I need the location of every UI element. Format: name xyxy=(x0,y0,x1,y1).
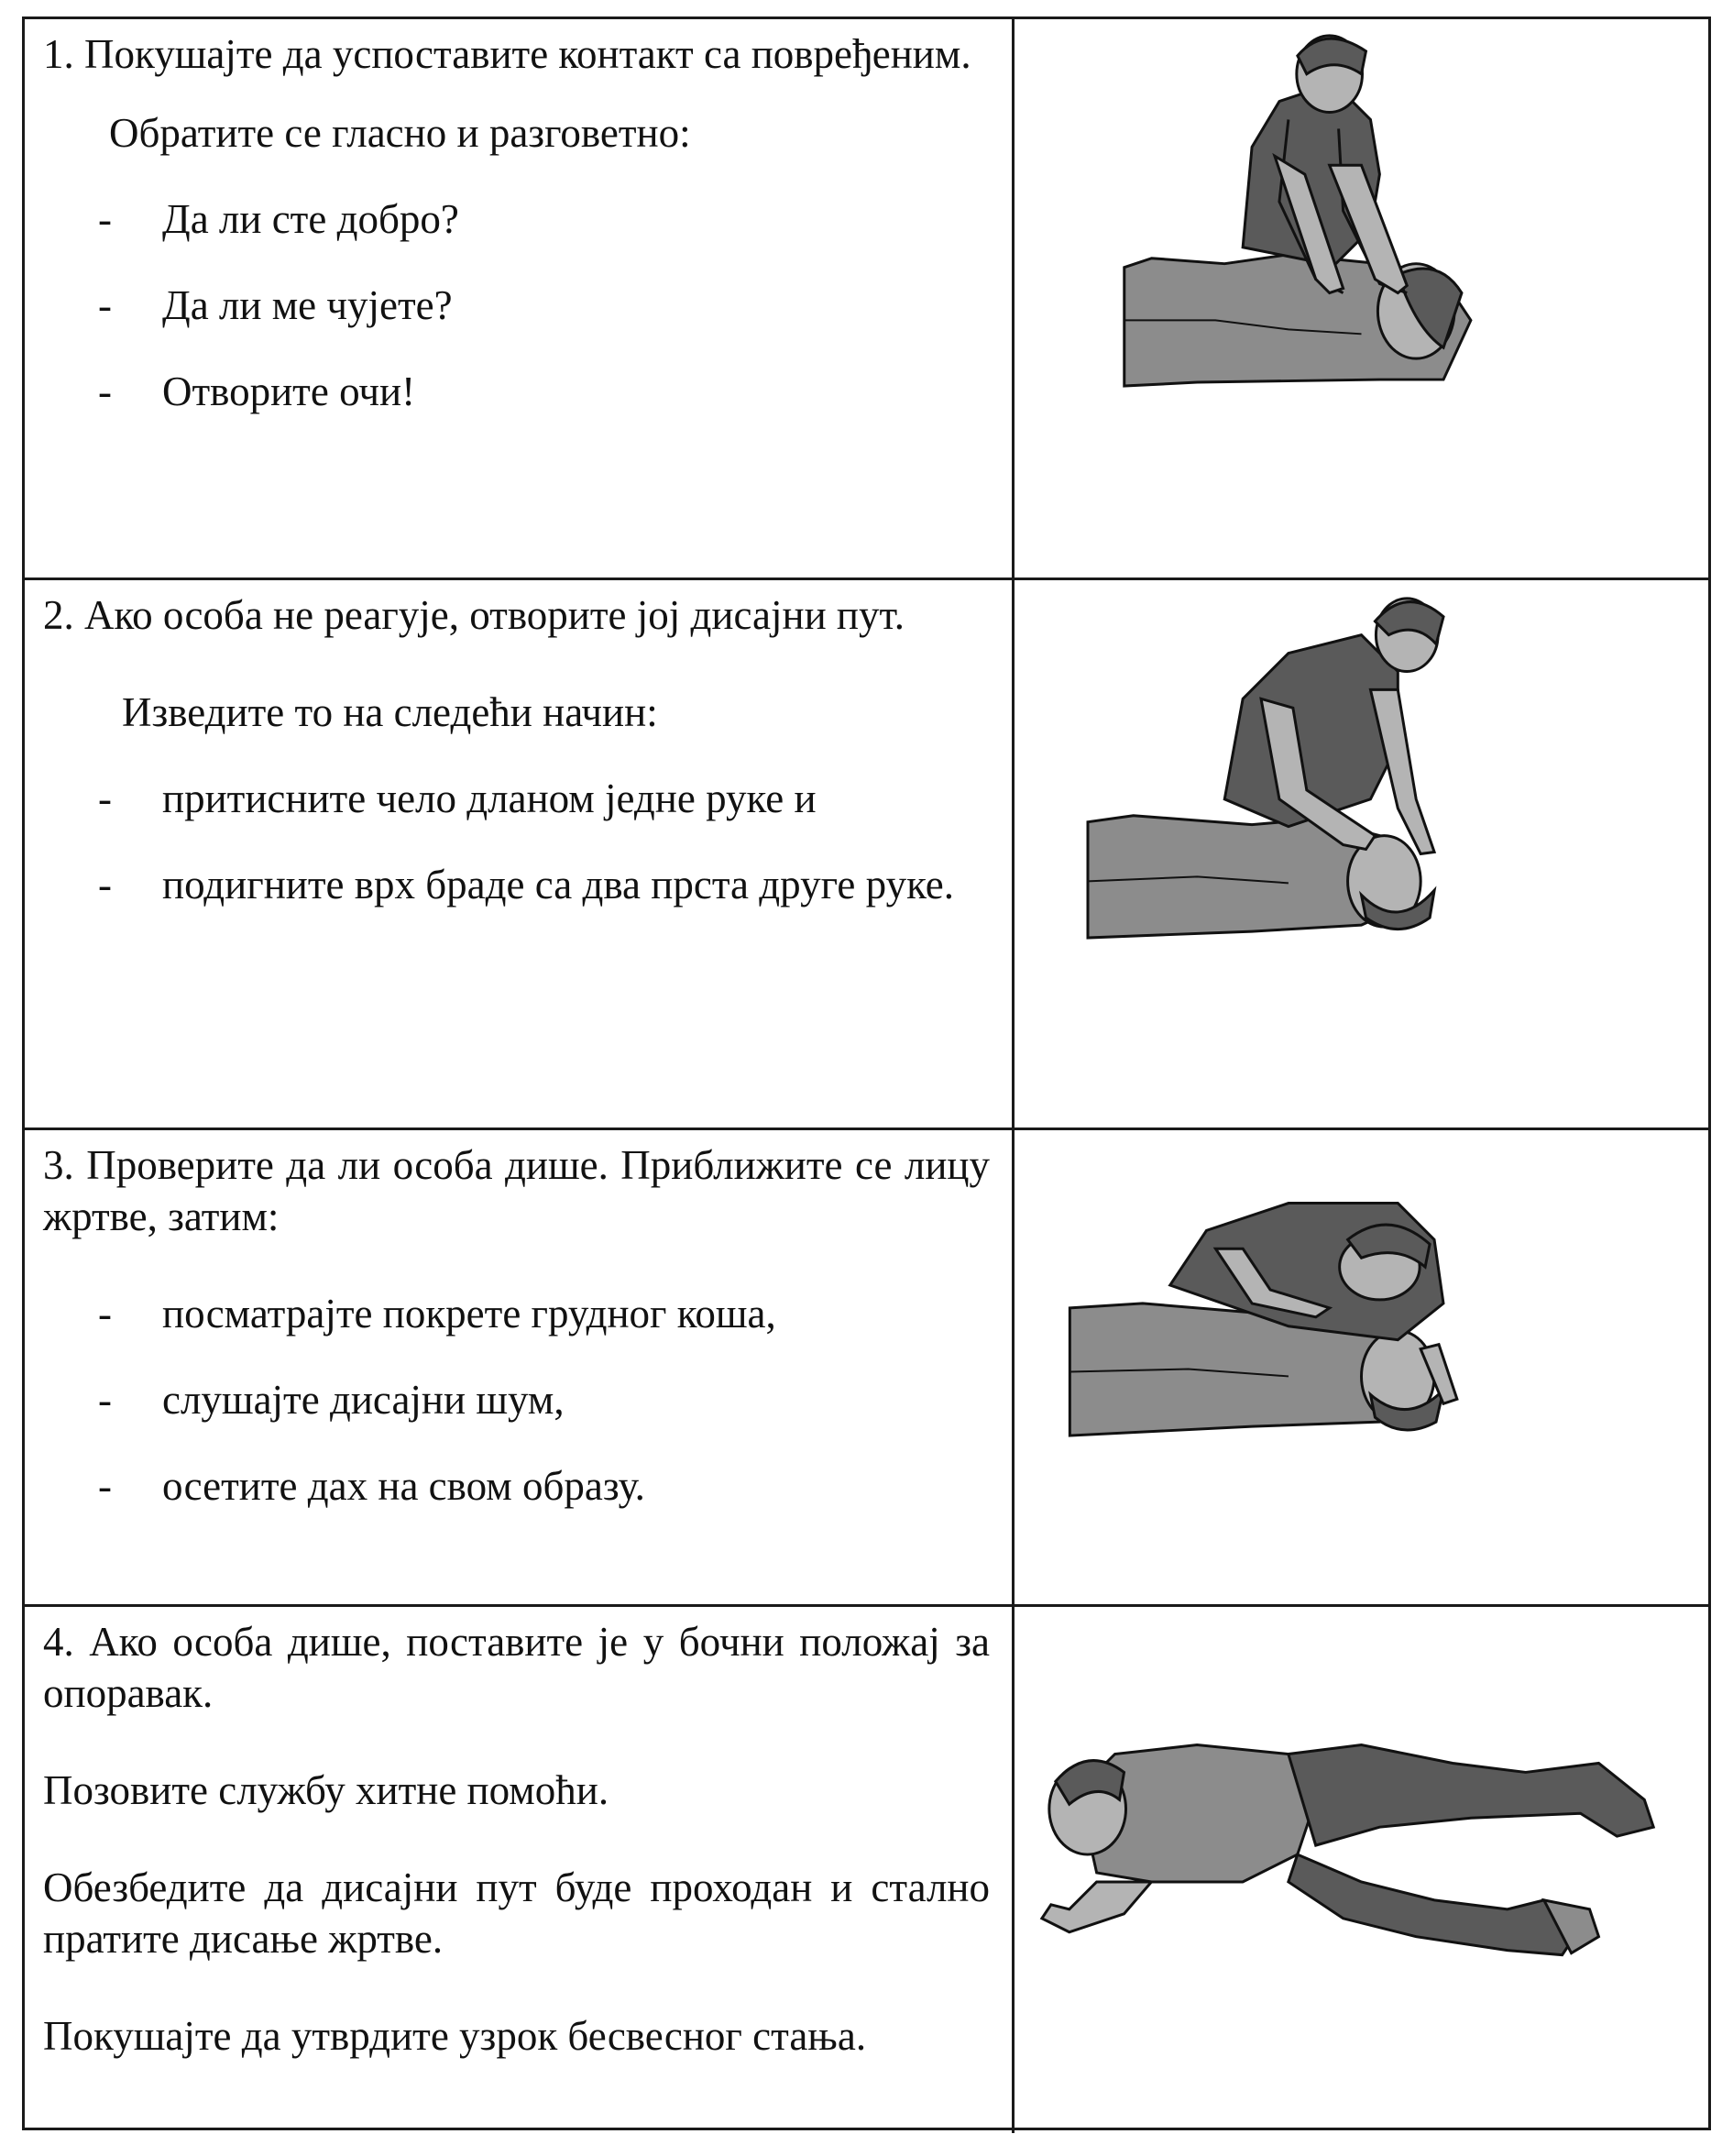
step-3-bullet-list xyxy=(43,1288,990,1512)
list-item xyxy=(43,193,990,245)
step-2-intro: Изведите то на следећи начин: xyxy=(122,689,658,735)
step-4-paragraph: Позовите службу хитне помоћи. xyxy=(43,1767,609,1813)
step-4-heading: 4. Ако особа дише, поставите је у бочни положај за опоравак. xyxy=(43,1619,990,1716)
list-item xyxy=(43,773,990,824)
step-1-illustration xyxy=(1015,19,1708,578)
bullet-mark: - xyxy=(98,776,112,821)
bullet-text: Да ли ме чујете? xyxy=(162,282,453,328)
step-4-text-cell xyxy=(25,1607,1015,2133)
bullet-text: посматрајте покрете грудног коша, xyxy=(162,1291,776,1336)
step-4-paragraph: Покушајте да утврдите узрок бесвесног стања. xyxy=(43,2013,867,2059)
bullet-mark: - xyxy=(98,196,112,242)
step-2-illustration xyxy=(1015,580,1708,1128)
step-2-heading: 2. Ако особа не реагује, отворите јој дисајни пут. xyxy=(43,592,905,638)
list-item xyxy=(43,859,990,910)
bullet-mark: - xyxy=(98,282,112,328)
step-1-intro: Обратите се гласно и разговетно: xyxy=(109,110,691,156)
rescuer-checking-breathing-icon xyxy=(1015,1130,1708,1604)
step-3-text-cell xyxy=(25,1130,1015,1604)
bullet-text: слушајте дисајни шум, xyxy=(162,1377,565,1423)
step-2-bullet-list xyxy=(43,773,990,910)
step-row-1 xyxy=(25,19,1708,580)
bullet-mark: - xyxy=(98,1291,112,1336)
list-item xyxy=(43,1374,990,1425)
step-row-4 xyxy=(25,1607,1708,2133)
list-item xyxy=(43,366,990,417)
list-item xyxy=(43,1460,990,1512)
bullet-mark: - xyxy=(98,1377,112,1423)
recovery-position-icon xyxy=(1015,1607,1708,2133)
list-item xyxy=(43,280,990,331)
step-2-text-cell xyxy=(25,580,1015,1128)
step-1-text-cell xyxy=(25,19,1015,578)
bullet-text: осетите дах на свом образу. xyxy=(162,1463,645,1509)
bullet-text: подигните врх браде са два прста друге руке. xyxy=(162,862,955,908)
bullet-mark: - xyxy=(98,1463,112,1509)
rescuer-head-tilt-chin-lift-icon xyxy=(1015,580,1708,1128)
step-row-3 xyxy=(25,1130,1708,1607)
step-3-illustration xyxy=(1015,1130,1708,1604)
instruction-table xyxy=(22,16,1711,2130)
step-3-heading: 3. Проверите да ли особа дише. Приближите се лицу жртве, затим: xyxy=(43,1142,990,1239)
bullet-text: Да ли сте добро? xyxy=(162,196,459,242)
bullet-text: Отворите очи! xyxy=(162,368,416,414)
step-1-heading: 1. Покушајте да успоставите контакт са повређеним. xyxy=(43,31,971,77)
bullet-text: притисните чело дланом једне руке и xyxy=(162,776,817,821)
rescuer-kneeling-shaking-shoulders-icon xyxy=(1015,19,1708,578)
step-1-bullet-list xyxy=(43,193,990,417)
bullet-mark: - xyxy=(98,862,112,908)
step-row-2 xyxy=(25,580,1708,1130)
list-item xyxy=(43,1288,990,1339)
step-4-paragraph: Обезбедите да дисајни пут буде проходан и стално пратите дисање жртве. xyxy=(43,1864,990,1962)
step-4-illustration xyxy=(1015,1607,1708,2133)
bullet-mark: - xyxy=(98,368,112,414)
